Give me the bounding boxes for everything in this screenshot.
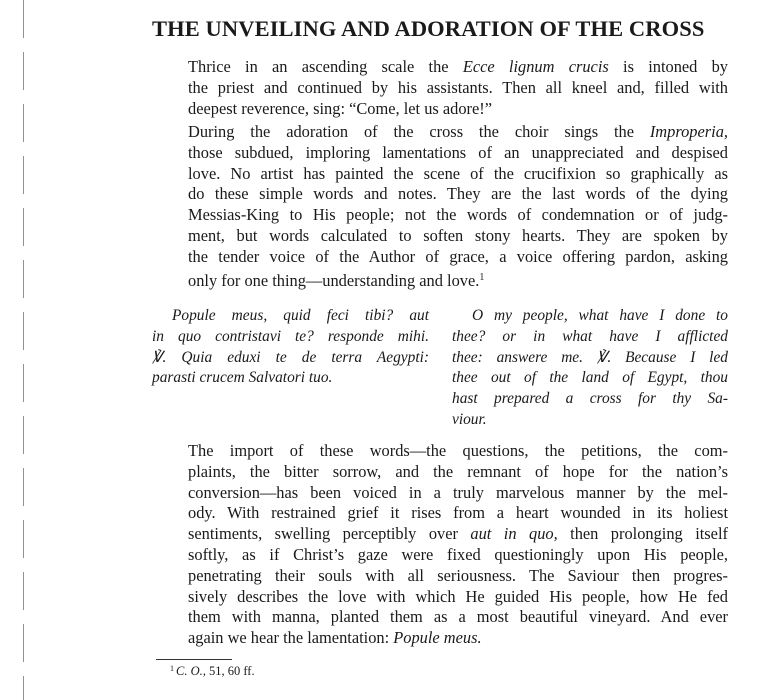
paragraph-1 bbox=[152, 57, 728, 119]
latin-line-4: parasti crucem Salvatori tuo. bbox=[152, 369, 333, 387]
paragraph-3-line-1: The import of these words—the questions, the petitions, the com- bbox=[188, 441, 728, 460]
english-column bbox=[452, 306, 728, 431]
paragraph-3-line-2: plaints, the bitter sorrow, and the remnant of hope for the nation’s bbox=[188, 461, 728, 481]
paragraph-2-line-4: do these simple words and notes. They are the last words of the dying bbox=[188, 184, 728, 204]
footnote bbox=[170, 664, 255, 679]
paragraph-3-line-3: conversion—has been voiced in a truly marvelous manner by the mel- bbox=[188, 482, 728, 502]
footnote-rule bbox=[156, 659, 232, 660]
latin-line-2: in quo contristavi te? responde mihi. bbox=[152, 327, 429, 345]
english-line-5: hast prepared a cross for thy Sa- bbox=[452, 390, 728, 408]
paragraph-3 bbox=[152, 441, 728, 649]
paragraph-3-line-9: them with manna, planted them as a most beautiful vineyard. And ever bbox=[188, 607, 728, 627]
paragraph-3-line-4: ody. With restrained grief it rises from a heart wounded in its holiest bbox=[188, 503, 728, 523]
paragraph-1-line-3: deepest reverence, sing: “Come, let us adore!” bbox=[188, 98, 493, 118]
paragraph-2-line-5: Messias-King to His people; not the words of condemnation or of judg- bbox=[188, 205, 728, 225]
latin-column bbox=[152, 306, 429, 389]
latin-line-1: Popule meus, quid feci tibi? aut bbox=[172, 307, 429, 324]
english-line-6: viour. bbox=[452, 410, 487, 428]
paragraph-2-line-3: love. No artist has painted the scene of the crucifixion so graphically as bbox=[188, 163, 728, 183]
footnote-marker: 1 bbox=[170, 664, 174, 673]
paragraph-1-line-1: Thrice in an ascending scale the Ecce lignum crucis is intoned by bbox=[188, 57, 729, 76]
paragraph-2-line-2: those subdued, imploring lamentations of an unappreciated and despised bbox=[188, 142, 728, 162]
paragraph-1-line-2: the priest and continued by his assistants. Then all kneel and, filled with bbox=[188, 77, 728, 97]
margin-rule bbox=[23, 0, 24, 700]
footnote-source: C. O., bbox=[176, 664, 206, 678]
english-line-1: O my people, what have I done to bbox=[472, 307, 728, 324]
paragraph-3-line-7: penetrating their souls with all seriousness. The Saviour then progres- bbox=[188, 565, 728, 585]
paragraph-3-line-6: softly, as if Christ’s gaze were fixed questioningly upon His people, bbox=[188, 544, 728, 564]
paragraph-2 bbox=[152, 122, 728, 291]
paragraph-2-line-7: the tender voice of the Author of grace, a voice offering pardon, asking bbox=[188, 246, 728, 266]
paragraph-3-line-8: sively describes the love with which He guided His people, how He fed bbox=[188, 586, 728, 606]
english-line-3: thee: answere me. ℣. Because I led bbox=[452, 348, 728, 366]
paragraph-2-line-8: only for one thing—understanding and love.$^1$ bbox=[188, 270, 485, 290]
latin-line-3: ℣. Quia eduxi te de terra Aegypti: bbox=[152, 348, 429, 366]
paragraph-3-line-10: again we hear the lamentation: Popule meus. bbox=[188, 628, 482, 648]
paragraph-3-line-5: sentiments, swelling perceptibly over aut in quo, then prolonging itself bbox=[188, 524, 728, 544]
english-line-2: thee? or in what have I afflicted bbox=[452, 327, 728, 345]
page-title: THE UNVEILING AND ADORATION OF THE CROSS bbox=[152, 16, 705, 41]
footnote-reference: 1 bbox=[479, 271, 485, 283]
footnote-pages: 51, 60 ff. bbox=[205, 664, 255, 678]
paragraph-2-line-1: During the adoration of the cross the choir sings the Improperia, bbox=[188, 122, 728, 141]
english-line-4: thee out of the land of Egypt, thou bbox=[452, 369, 728, 387]
paragraph-2-line-6: ment, but words calculated to soften stony hearts. They are spoken by bbox=[188, 225, 728, 245]
